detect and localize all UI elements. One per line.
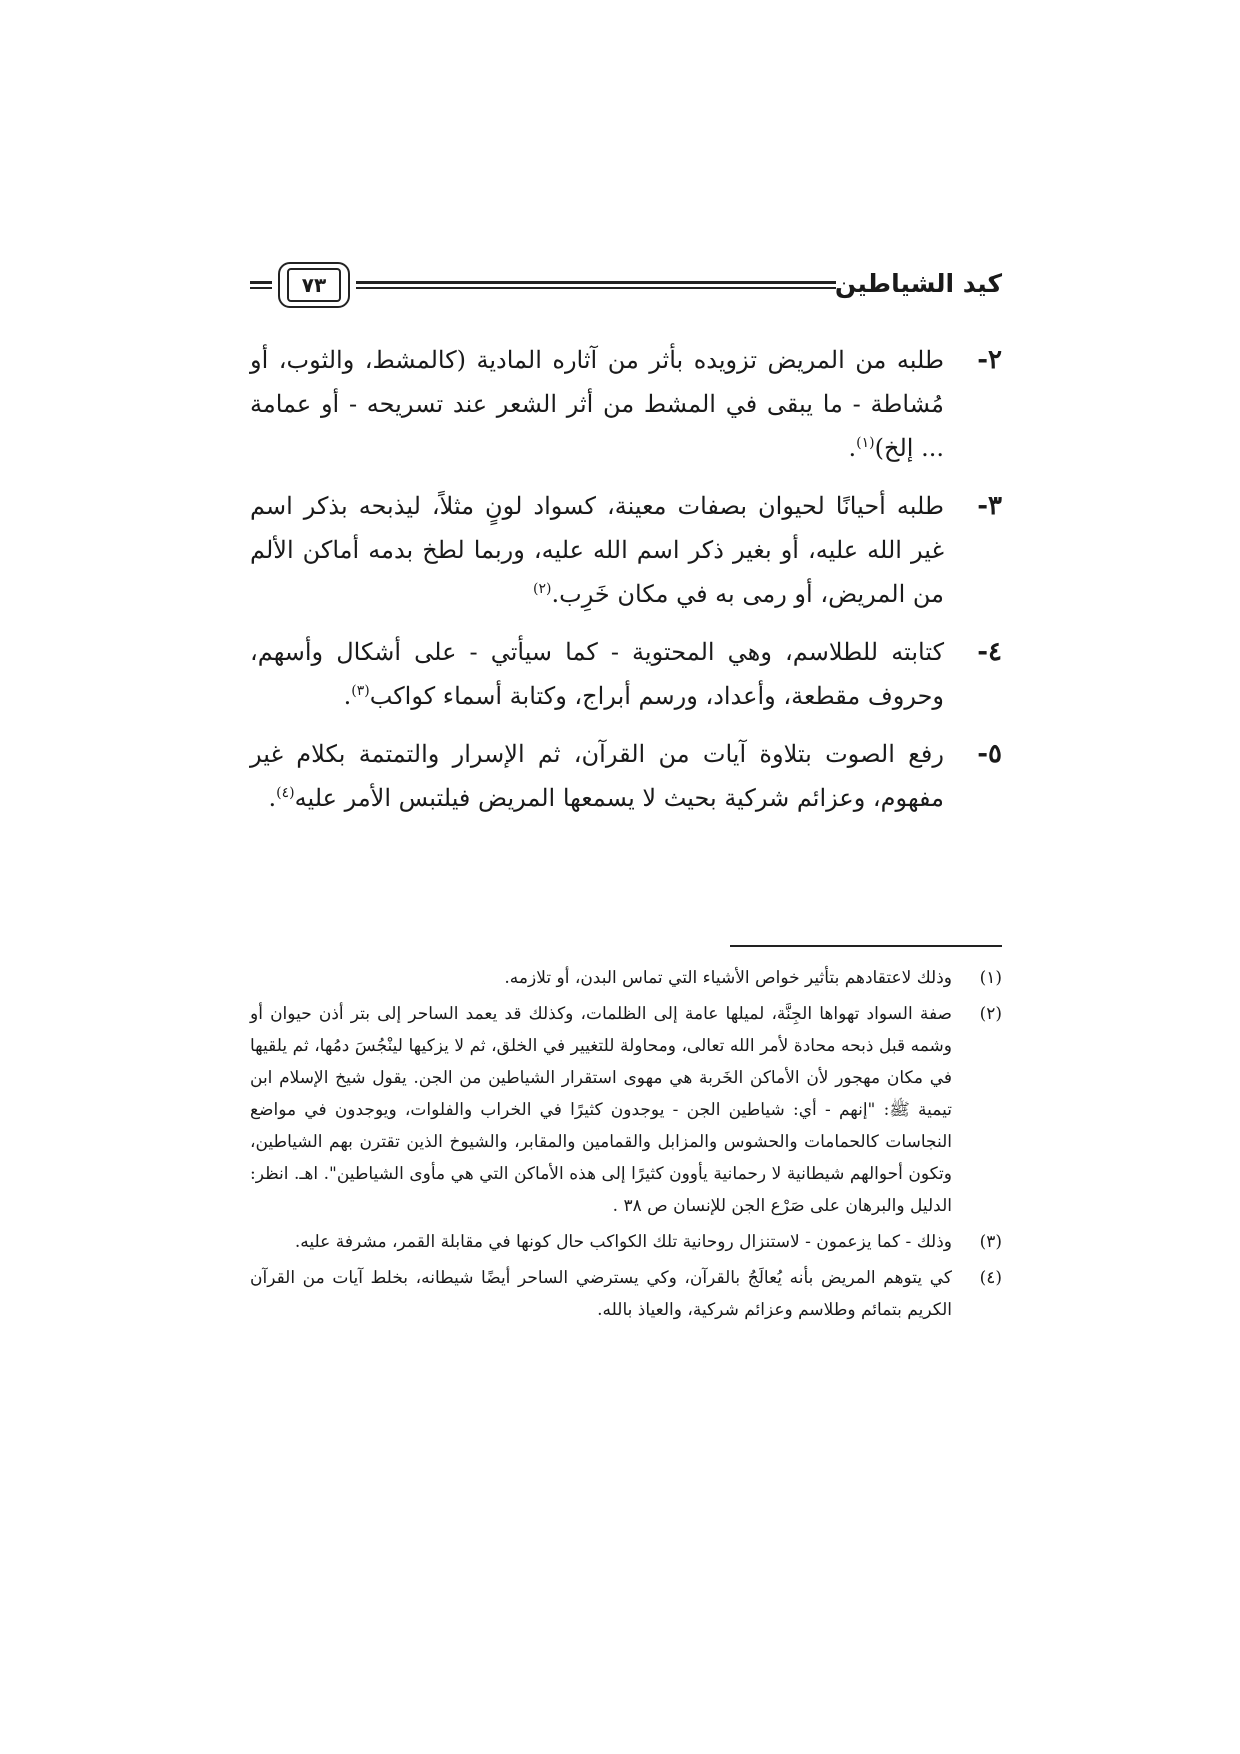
list-item (250, 484, 1002, 616)
footnote (250, 998, 1002, 1222)
footnote-ref[interactable]: (٢) (533, 581, 552, 597)
running-header (250, 262, 1002, 310)
page-number-badge (278, 262, 350, 308)
book-title: كيد الشياطين (834, 269, 1002, 298)
footnote (250, 1262, 1002, 1326)
footnote-text: وذلك لاعتقادهم بتأثير خواص الأشياء التي تماس البدن، أو تلازمه. (504, 968, 952, 988)
list-item (250, 630, 1002, 718)
footnote-number: (٤) (979, 1268, 1002, 1288)
item-number: ٢- (977, 345, 1002, 375)
footnote-number: (٢) (979, 1004, 1002, 1024)
footnote-separator (730, 945, 1002, 947)
footnote (250, 1226, 1002, 1258)
item-number: ٥- (977, 739, 1002, 769)
list-item (250, 338, 1002, 470)
page-number: ٧٣ (287, 268, 341, 302)
list-item (250, 732, 1002, 820)
item-text: طلبه من المريض تزويده بأثر من آثاره المادية (كالمشط، والثوب، أو مُشاطة - ما يبقى في المشط من أثر الشعر عند تسريحه - أو عمامة ... إلخ)$^{(١)}$. (250, 346, 944, 462)
footnote-text: صفة السواد تهواها الجِنَّة، لميلها عامة إلى الظلمات، وكذلك قد يعمد الساحر إلى بتر أذن حيوان أو وشمه قبل ذبحه محادة لأمر الله تعالى، ومحاولة للتغيير في الخلق، ثم لا يزكيها لينْجُسَ دمُها، ثم يلقيها في مكان مهجور لأن الأماكن الخَربة هي مهوى استقرار الشياطين من الجن. يقول شيخ الإسلام ابن تيمية ﷺ: "إنهم - أي: شياطين الجن - يوجدون كثيرًا في الخراب والفلوات، ويوجدون في مواضع النجاسات كالحمامات والحشوس والمزابل والقمامين والمقابر، والشيوخ الذين تقترن بهم الشياطين، وتكون أحوالهم شيطانية لا رحمانية يأوون كثيرًا إلى هذه الأماكن التي هي مأوى الشياطين". اهـ. انظر: الدليل والبرهان على صَرْع الجن للإنسان ص ٣٨ . (250, 1004, 952, 1216)
footnote-text: وذلك - كما يزعمون - لاستنزال روحانية تلك الكواكب حال كونها في مقابلة القمر، مشرفة عليه. (294, 1232, 952, 1252)
footnote-ref[interactable]: (٣) (351, 683, 370, 699)
footnote-number: (٣) (979, 1232, 1002, 1252)
footnote (250, 962, 1002, 994)
header-rule-left (250, 281, 272, 289)
item-text: كتابته للطلاسم، وهي المحتوية - كما سيأتي - على أشكال وأسهم، وحروف مقطعة، وأعداد، ورسم أبراج، وكتابة أسماء كواكب$^{(٣)}$. (250, 638, 944, 710)
footnote-number: (١) (979, 968, 1002, 988)
item-number: ٣- (977, 491, 1002, 521)
main-text (250, 338, 1002, 834)
item-number: ٤- (977, 637, 1002, 667)
item-text: طلبه أحيانًا لحيوان بصفات معينة، كسواد لونٍ مثلاً، ليذبحه بذكر اسم غير الله عليه، أو بغير ذكر اسم الله عليه، وربما لطخ بدمه أماكن الألم من المريض، أو رمى به في مكان خَرِب.$^{(٢)}$ (250, 492, 945, 608)
footnote-text: كي يتوهم المريض بأنه يُعالَجُ بالقرآن، وكي يسترضي الساحر أيضًا شيطانه، بخلط آيات من القرآن الكريم بتمائم وطلاسم وعزائم شركية، والعياذ بالله. (250, 1268, 952, 1320)
header-rule-main (356, 281, 836, 289)
footnote-ref[interactable]: (١) (856, 435, 875, 451)
footnote-ref[interactable]: (٤) (276, 785, 295, 801)
item-text: رفع الصوت بتلاوة آيات من القرآن، ثم الإسرار والتمتمة بكلام غير مفهوم، وعزائم شركية بحيث لا يسمعها المريض فيلتبس الأمر عليه$^{(٤)}$. (250, 740, 944, 812)
footnotes (250, 962, 1002, 1330)
